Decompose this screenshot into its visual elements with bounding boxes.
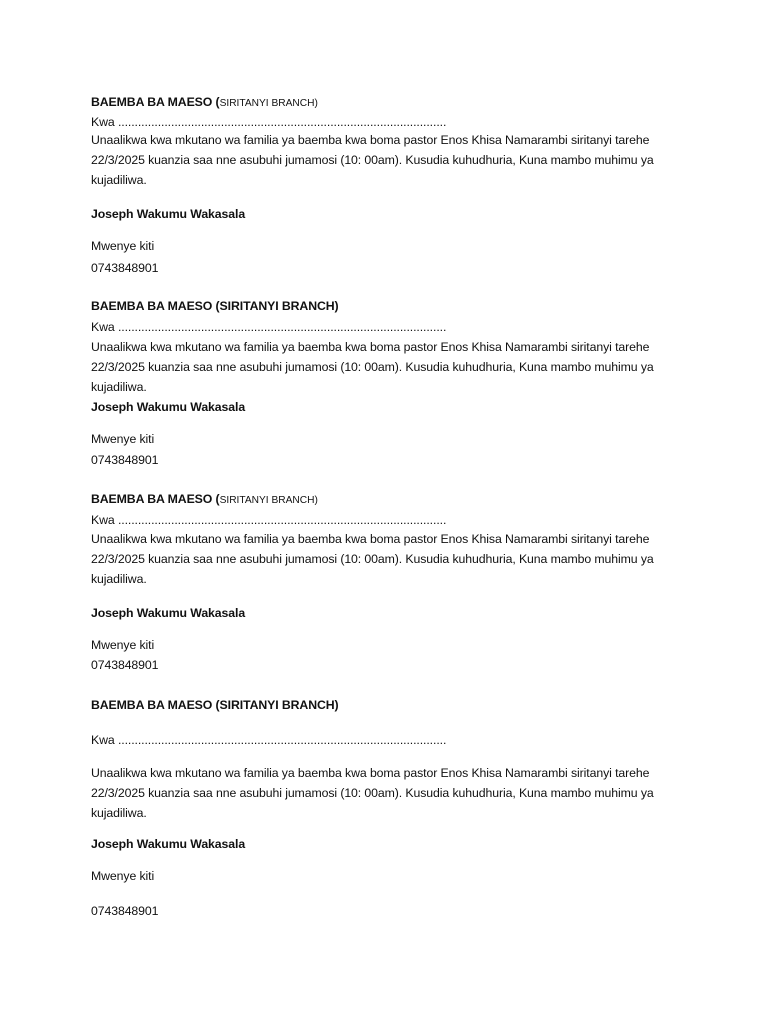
signer-role: Mwenye kiti (91, 869, 155, 883)
recipient-line: Kwa ................................................................................................... (91, 513, 447, 527)
signer-role: Mwenye kiti (91, 638, 155, 652)
signer-role: Mwenye kiti (91, 432, 155, 446)
invitation-body: Unaalikwa kwa mkutano wa familia ya baemba kwa boma pastor Enos Khisa Namarambi siritanyi tarehe 22/3/2025 kuanzia saa nne asubuhi jumamosi (10: 00am). Kusudia kuhudhuria, Kuna mambo muhimu ya kujadiliwa. (91, 133, 654, 187)
notice-title (91, 94, 318, 112)
recipient-line: Kwa ................................................................................................... (91, 320, 447, 334)
recipient-line: Kwa ................................................................................................... (91, 733, 447, 747)
notice-title: BAEMBA BA MAESO (SIRITANYI BRANCH) (91, 698, 339, 712)
notice-title-main: BAEMBA BA MAESO ( (91, 492, 220, 506)
recipient-line: Kwa ................................................................................................... (91, 115, 447, 129)
contact-phone: 0743848901 (91, 904, 159, 918)
notice-title-main: BAEMBA BA MAESO ( (91, 95, 220, 109)
notice-title: BAEMBA BA MAESO (SIRITANYI BRANCH) (91, 299, 339, 313)
contact-phone: 0743848901 (91, 658, 159, 672)
notice-title (91, 491, 318, 509)
invitation-body: Unaalikwa kwa mkutano wa familia ya baemba kwa boma pastor Enos Khisa Namarambi siritanyi tarehe 22/3/2025 kuanzia saa nne asubuhi jumamosi (10: 00am). Kusudia kuhudhuria, Kuna mambo muhimu ya kujadiliwa. (91, 340, 654, 394)
contact-phone: 0743848901 (91, 453, 159, 467)
signer-name: Joseph Wakumu Wakasala (91, 207, 246, 221)
signer-name: Joseph Wakumu Wakasala (91, 606, 246, 620)
signer-role: Mwenye kiti (91, 239, 155, 253)
contact-phone: 0743848901 (91, 261, 159, 275)
notice-title-sub: SIRITANYI BRANCH) (219, 495, 318, 506)
invitation-body: Unaalikwa kwa mkutano wa familia ya baemba kwa boma pastor Enos Khisa Namarambi siritanyi tarehe 22/3/2025 kuanzia saa nne asubuhi jumamosi (10: 00am). Kusudia kuhudhuria, Kuna mambo muhimu ya kujadiliwa. (91, 532, 654, 586)
notice-title-sub: SIRITANYI BRANCH) (219, 98, 318, 109)
signer-name: Joseph Wakumu Wakasala (91, 837, 246, 851)
signer-name: Joseph Wakumu Wakasala (91, 400, 246, 414)
invitation-body: Unaalikwa kwa mkutano wa familia ya baemba kwa boma pastor Enos Khisa Namarambi siritanyi tarehe 22/3/2025 kuanzia saa nne asubuhi jumamosi (10: 00am). Kusudia kuhudhuria, Kuna mambo muhimu ya kujadiliwa. (91, 766, 654, 820)
